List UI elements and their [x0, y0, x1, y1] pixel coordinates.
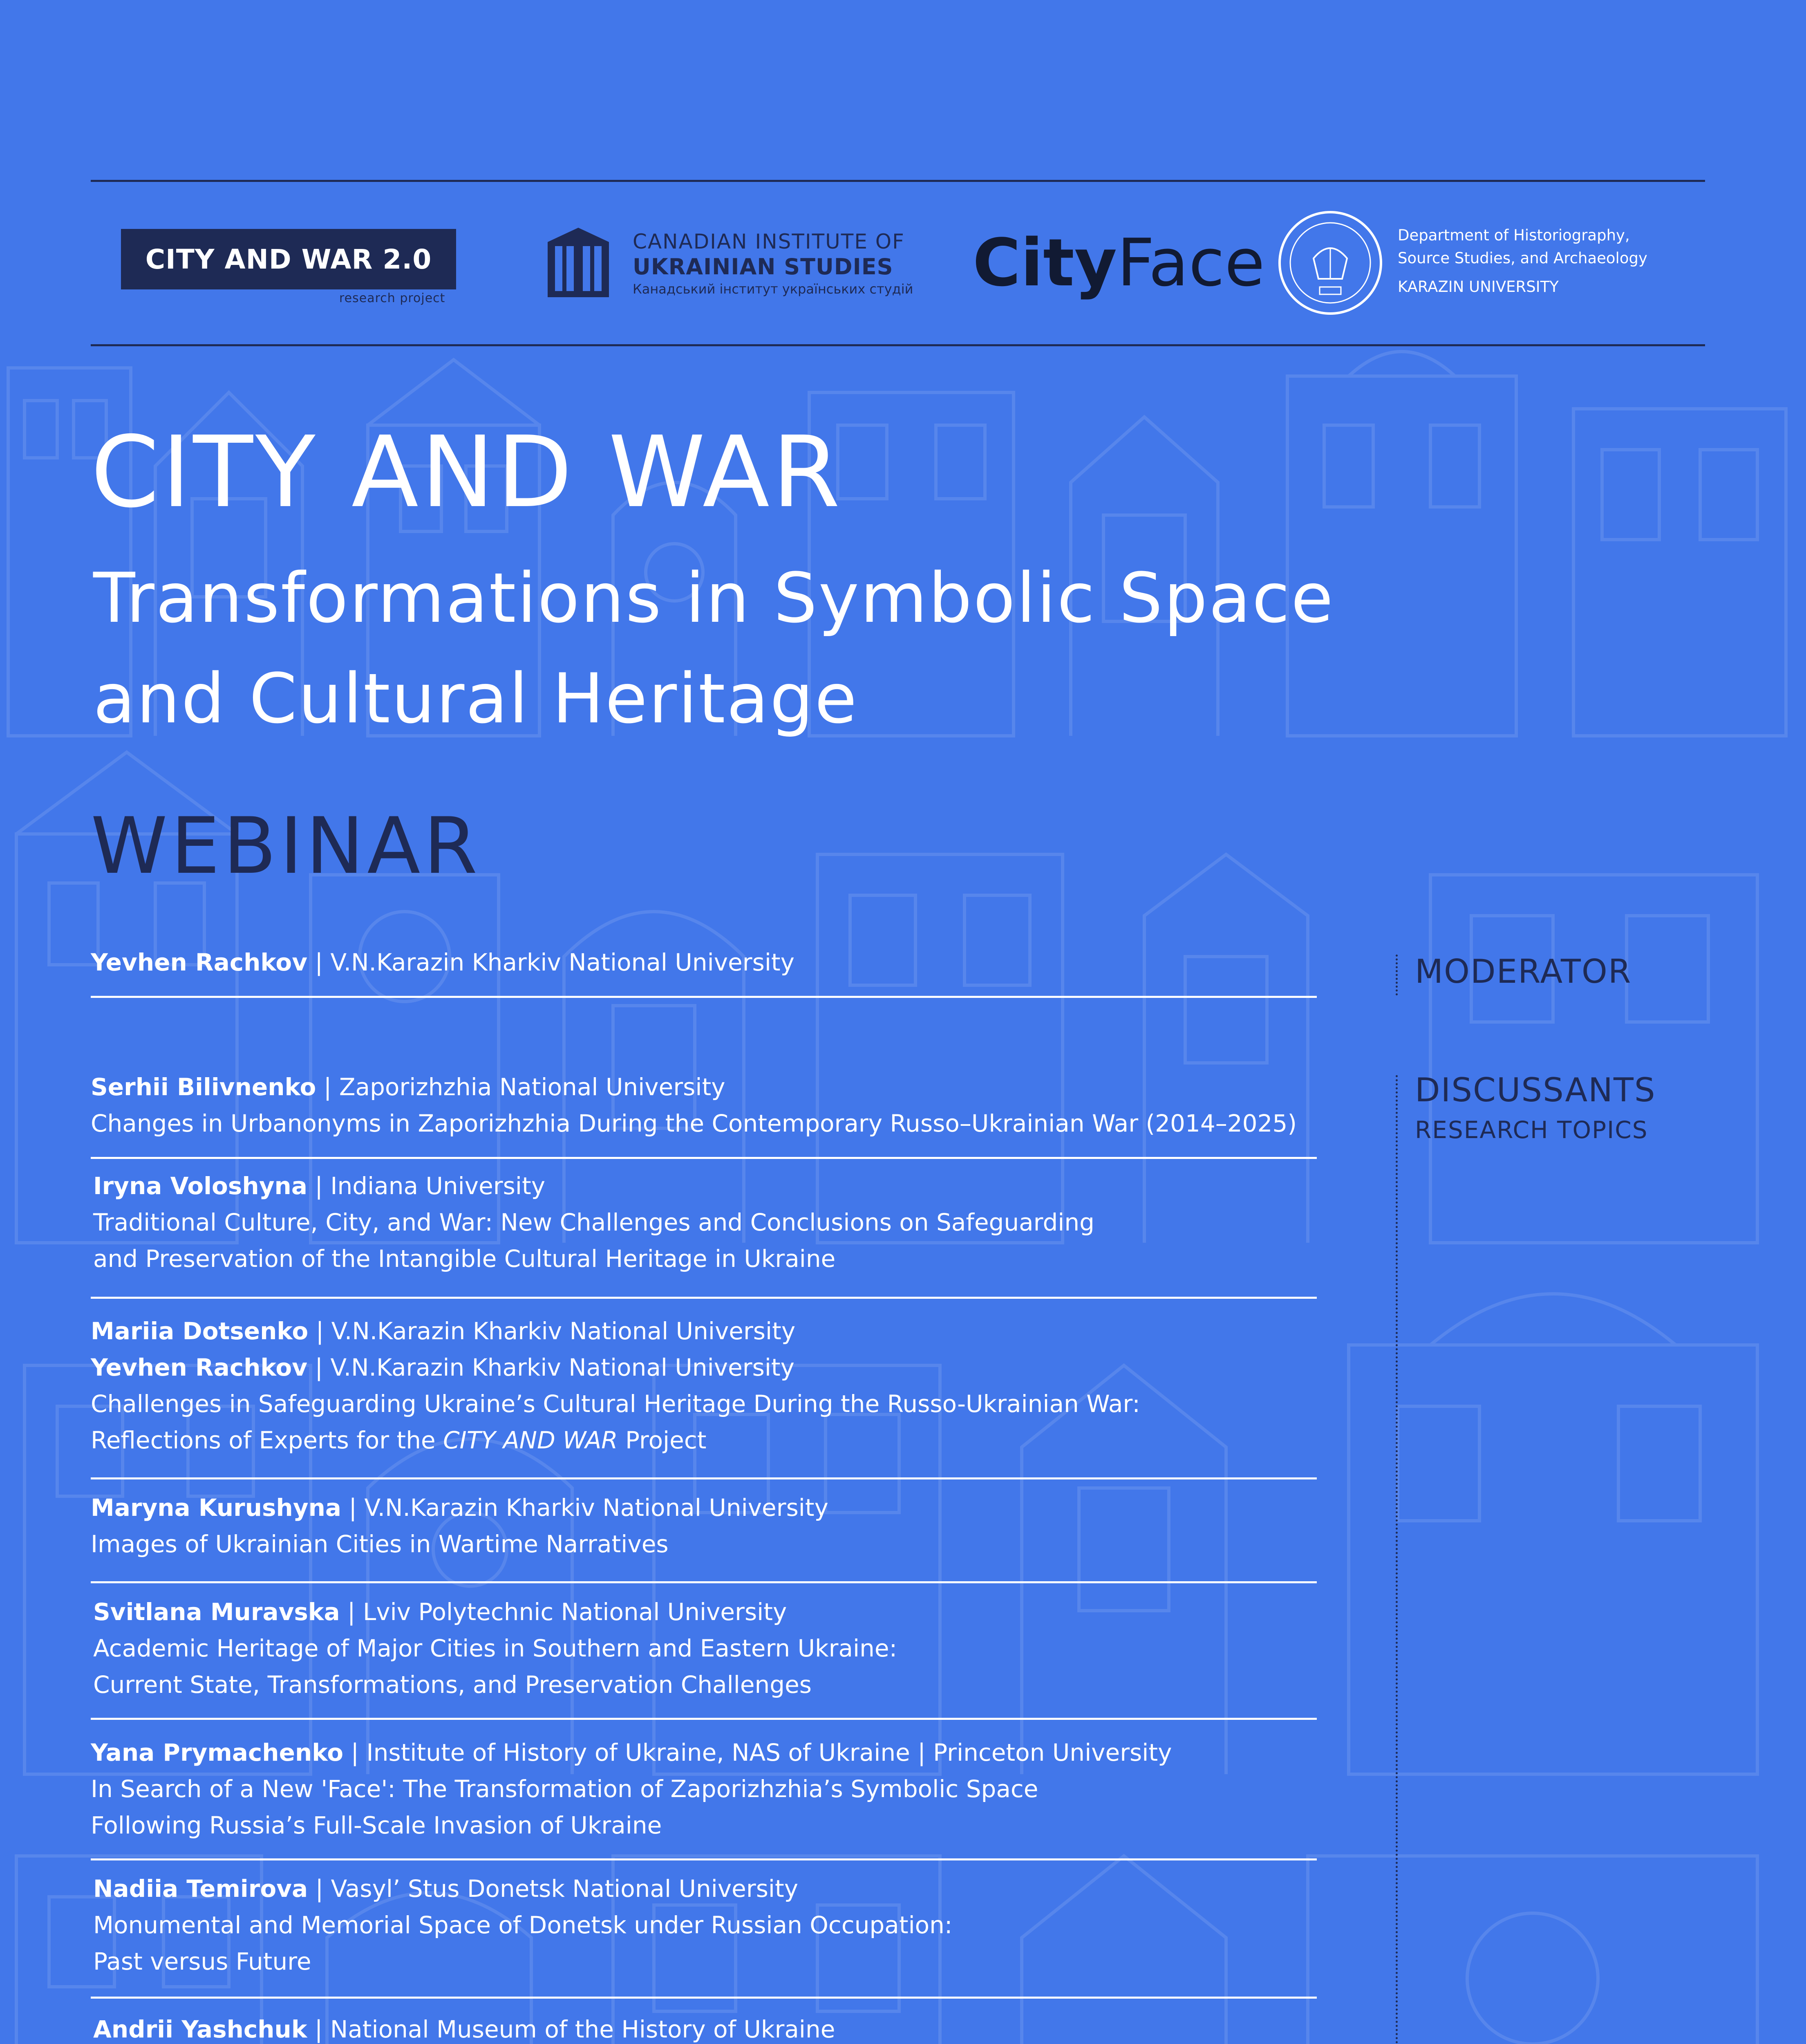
discussant-topic: Following Russia’s Full-Scale Invasion of Ukraine	[91, 1811, 662, 1839]
discussant-divider	[91, 1157, 1317, 1159]
ciu-logo-text	[633, 229, 913, 298]
subtitle-line1: Transformations in Symbolic Space	[93, 558, 1335, 638]
discussant-affiliation: | National Museum of the History of Ukraine	[307, 2015, 835, 2043]
event-type: WEBINAR	[91, 801, 481, 891]
discussant-entry	[93, 1594, 1462, 1703]
discussant-name: Andrii Yashchuk	[93, 2015, 307, 2043]
research-topics-label: RESEARCH TOPICS	[1415, 1116, 1648, 1144]
discussant-affiliation: | Zaporizhzhia National University	[316, 1073, 725, 1101]
page-title: CITY AND WAR	[91, 415, 843, 529]
discussant-topic: Academic Heritage of Major Cities in Southern and Eastern Ukraine:	[93, 1634, 897, 1662]
discussant-name: Iryna Voloshyna	[93, 1172, 307, 1200]
ciu-line2: UKRAINIAN STUDIES	[633, 254, 893, 280]
moderator-marker-line	[1396, 955, 1398, 995]
discussant-name: Maryna Kurushyna	[91, 1494, 342, 1522]
topic-text: Reflections of Experts for the	[91, 1426, 443, 1454]
discussant-topic: Current State, Transformations, and Preservation Challenges	[93, 1671, 812, 1699]
department-logo-text	[1398, 224, 1647, 298]
topic-project-name: CITY AND WAR	[443, 1426, 618, 1454]
cityface-logo-light: Face	[1117, 224, 1265, 301]
moderator-entry	[91, 944, 1460, 981]
discussant-entry	[91, 1313, 1460, 1459]
discussant-topic: Traditional Culture, City, and War: New Challenges and Conclusions on Safeguarding	[93, 1208, 1094, 1236]
discussant-topic: Images of Ukrainian Cities in Wartime Narratives	[91, 1530, 669, 1558]
cityface-logo	[973, 224, 1265, 302]
city-and-war-logo: CITY AND WAR 2.0	[121, 229, 456, 289]
discussant-divider	[91, 1581, 1317, 1583]
moderator-divider	[91, 996, 1317, 998]
discussant-topic: Challenges in Safeguarding Ukraine’s Cultural Heritage During the Russo-Ukrainian War:	[91, 1390, 1140, 1418]
discussant-topic	[91, 1422, 1460, 1459]
discussant-entry	[91, 1069, 1460, 1142]
department-line1: Department of Historiography,	[1398, 226, 1630, 244]
discussant-divider	[91, 1477, 1317, 1479]
discussant-topic: In Search of a New 'Face': The Transformation of Zaporizhzhia’s Symbolic Space	[91, 1775, 1038, 1803]
department-line2: Source Studies, and Archaeology	[1398, 249, 1647, 267]
moderator-name: Yevhen Rachkov	[91, 948, 308, 976]
discussant-name: Nadiia Temirova	[93, 1875, 308, 1903]
discussant-topic: Past versus Future	[93, 1948, 311, 1975]
karazin-seal-icon	[1277, 209, 1384, 316]
ciu-building-icon	[544, 226, 613, 299]
ciu-line3: Канадський інститут українських студій	[633, 281, 913, 297]
discussant-entry	[93, 1168, 1462, 1277]
top-divider	[91, 180, 1705, 182]
discussant-divider	[91, 1718, 1317, 1720]
subtitle-line2: and Cultural Heritage	[93, 659, 858, 739]
discussant-name: Mariia Dotsenko	[91, 1317, 309, 1345]
discussant-topic: Changes in Urbanonyms in Zaporizhzhia During the Contemporary Russo–Ukrainian War (2014–2025)	[91, 1109, 1297, 1137]
discussant-affiliation: | Vasyl’ Stus Donetsk National University	[308, 1875, 799, 1903]
discussant-topic: and Preservation of the Intangible Cultural Heritage in Ukraine	[93, 1245, 836, 1273]
discussant-topic: Monumental and Memorial Space of Donetsk under Russian Occupation:	[93, 1911, 953, 1939]
discussant-entry	[91, 1490, 1460, 1562]
discussant-affiliation: | Indiana University	[307, 1172, 546, 1200]
discussant-affiliation: | V.N.Karazin Kharkiv National University	[308, 1317, 796, 1345]
page-subtitle	[93, 548, 1334, 749]
ciu-line1: CANADIAN INSTITUTE OF	[633, 230, 905, 253]
discussant-name: Yevhen Rachkov	[91, 1354, 308, 1381]
cityface-logo-bold: City	[973, 224, 1117, 301]
discussant-name: Yana Prymachenko	[91, 1739, 344, 1766]
discussant-entry	[91, 1735, 1460, 1844]
discussant-entry	[93, 2011, 1462, 2044]
moderator-affiliation: | V.N.Karazin Kharkiv National University	[307, 948, 794, 976]
logos-divider	[91, 344, 1705, 346]
discussants-label: DISCUSSANTS	[1415, 1071, 1656, 1109]
discussant-affiliation: | V.N.Karazin Kharkiv National University	[341, 1494, 828, 1522]
discussant-affiliation: | Institute of History of Ukraine, NAS of Ukraine | Princeton University	[343, 1739, 1172, 1766]
discussant-affiliation: | Lviv Polytechnic National University	[340, 1598, 787, 1626]
city-and-war-logo-subtitle: research project	[339, 291, 445, 305]
discussant-divider	[91, 1858, 1317, 1860]
discussant-affiliation: | V.N.Karazin Kharkiv National University	[307, 1354, 794, 1381]
discussant-name: Svitlana Muravska	[93, 1598, 340, 1626]
department-line3: KARAZIN UNIVERSITY	[1398, 278, 1559, 296]
discussant-entry	[93, 1871, 1462, 1980]
discussant-name: Serhii Bilivnenko	[91, 1073, 316, 1101]
discussant-divider	[91, 1997, 1317, 1999]
topic-text: Project	[618, 1426, 707, 1454]
discussant-divider	[91, 1297, 1317, 1299]
moderator-label: MODERATOR	[1415, 953, 1632, 991]
